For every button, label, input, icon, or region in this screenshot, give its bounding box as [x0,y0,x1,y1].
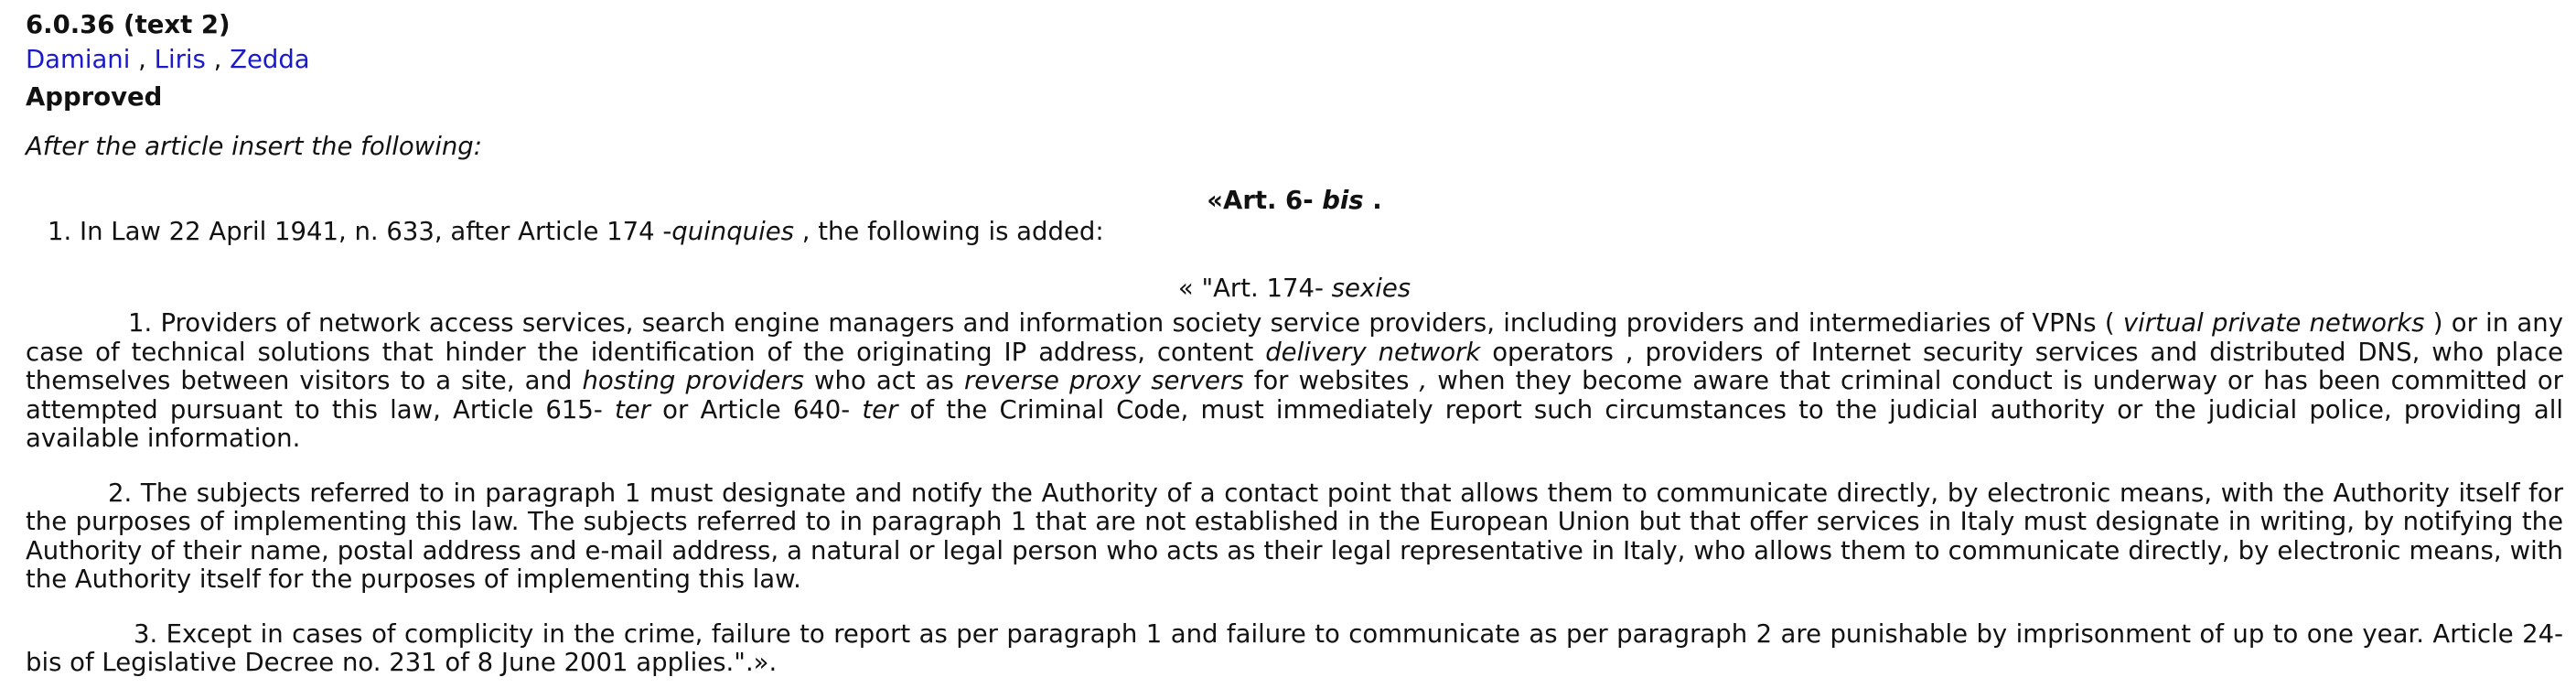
article-item-1: 1. In Law 22 April 1941, n. 633, after Article 174 -quinquies , the following is added: [48,217,1104,246]
status-label: Approved [26,82,163,112]
quoted-article-title: « "Art. 174- sexies [1177,274,1411,303]
paragraph-1: 1. Providers of network access services, search engine managers and information society service providers, including providers and intermediaries of VPNs ( virtual private networks ) or in any case of technical solutions that hinder the identification of the originating IP address, content delivery network operators , providers of Internet security services and distributed DNS, who place themselves between visitors to a site, and hosting providers who act as reverse proxy servers for websites , when they become aware that criminal conduct is underway or has been committed or attempted pursuant to this law, Article 615- ter or Article 640- ter of the Criminal Code, must immediately report such circumstances to the judicial authority or the judicial police, providing all available information. [26,308,2564,453]
author-link-damiani[interactable]: Damiani [26,45,131,74]
author-link-zedda[interactable]: Zedda [230,45,310,74]
paragraph-2: 2. The subjects referred to in paragraph 1 must designate and notify the Authority of a contact point that allows them to communicate directly, by electronic means, with the Authority itself for the purposes of implementing this law. The subjects referred to in paragraph 1 that are not established in the European Union but that offer services in Italy must designate in writing, by notifying the Authority of their name, postal address and e-mail address, a natural or legal person who acts as their legal representative in Italy, who allows them to communicate directly, by electronic means, with the Authority itself for the purposes of implementing this law. [26,478,2563,594]
author-separator: , [130,45,155,74]
author-separator: , [205,45,231,74]
article-title: «Art. 6- bis . [1207,186,1382,215]
amendment-code: 6.0.36 (text 2) [26,10,231,39]
insert-instruction: After the article insert the following: [26,132,483,161]
paragraph-3: 3. Except in cases of complicity in the crime, failure to report as per paragraph 1 and failure to communicate as per paragraph 2 are punishable by imprisonment of up to one year. Article 24-bis of Legislative Decree no. 231 of 8 June 2001 applies.".». [26,618,2563,677]
authors-line [26,40,2563,79]
author-link-liris[interactable]: Liris [154,45,206,74]
amendment-document [26,9,2563,678]
